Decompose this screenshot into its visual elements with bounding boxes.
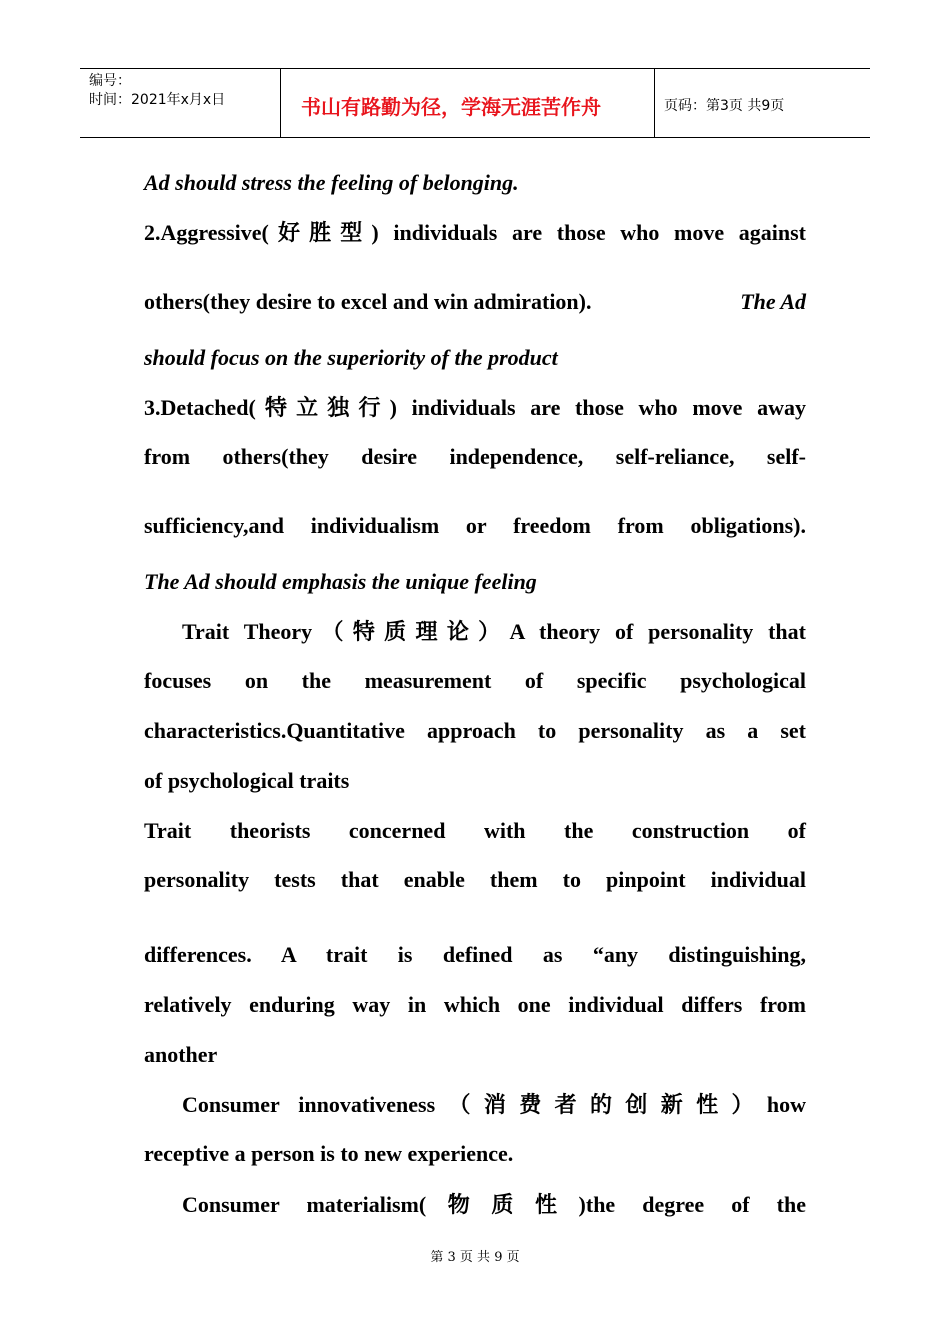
page-header	[80, 68, 870, 138]
paragraph-line	[144, 288, 806, 316]
paragraph-line: characteristics.Quantitative approach to personality as a set	[144, 718, 806, 743]
paragraph-line: relatively enduring way in which one individual differs from	[144, 992, 806, 1017]
document-number-label: 编号：	[89, 73, 131, 89]
paragraph-line: Ad should stress the feeling of belonging.	[144, 170, 519, 195]
paragraph-line: personality tests that enable them to pinpoint individual	[144, 867, 806, 892]
header-motto: 书山有路勤为径，学海无涯苦作舟	[301, 95, 601, 119]
paragraph-line: from others(they desire independence, self-reliance, self-	[144, 444, 806, 469]
paragraph-line: differences. A trait is defined as “any distinguishing,	[144, 942, 806, 967]
header-page-info: 页码：第3页 共9页	[664, 98, 785, 114]
paragraph-line: Trait theorists concerned with the construction of	[144, 818, 806, 843]
header-page-cell	[655, 69, 870, 137]
paragraph-line: focuses on the measurement of specific psychological	[144, 668, 806, 693]
paragraph-line: Trait Theory（特质理论）A theory of personality that	[182, 619, 806, 644]
paragraph-line: 3.Detached(特立独行) individuals are those who move away	[144, 395, 806, 420]
header-meta	[80, 69, 281, 137]
paragraph-line: 2.Aggressive(好胜型) individuals are those who move against	[144, 220, 806, 245]
paragraph-line: The Ad should emphasis the unique feeling	[144, 569, 537, 594]
paragraph-line-italic: The Ad	[740, 289, 806, 314]
paragraph-line: receptive a person is to new experience.	[144, 1141, 514, 1166]
document-date: 时间：2021年x月x日	[89, 92, 226, 108]
paragraph-line: Consumer innovativeness（消费者的创新性）how	[182, 1092, 806, 1117]
paragraph-line: of psychological traits	[144, 768, 350, 793]
page-footer: 第 3 页 共 9 页	[430, 1250, 520, 1265]
paragraph-line: sufficiency,and individualism or freedom from obligations).	[144, 513, 806, 538]
header-motto-cell	[281, 69, 655, 137]
paragraph-line: should focus on the superiority of the product	[144, 345, 558, 370]
paragraph-line-text: others(they desire to excel and win admiration).	[144, 289, 592, 314]
paragraph-line: Consumer materialism(物质性)the degree of the	[182, 1192, 806, 1217]
paragraph-line: another	[144, 1042, 218, 1067]
